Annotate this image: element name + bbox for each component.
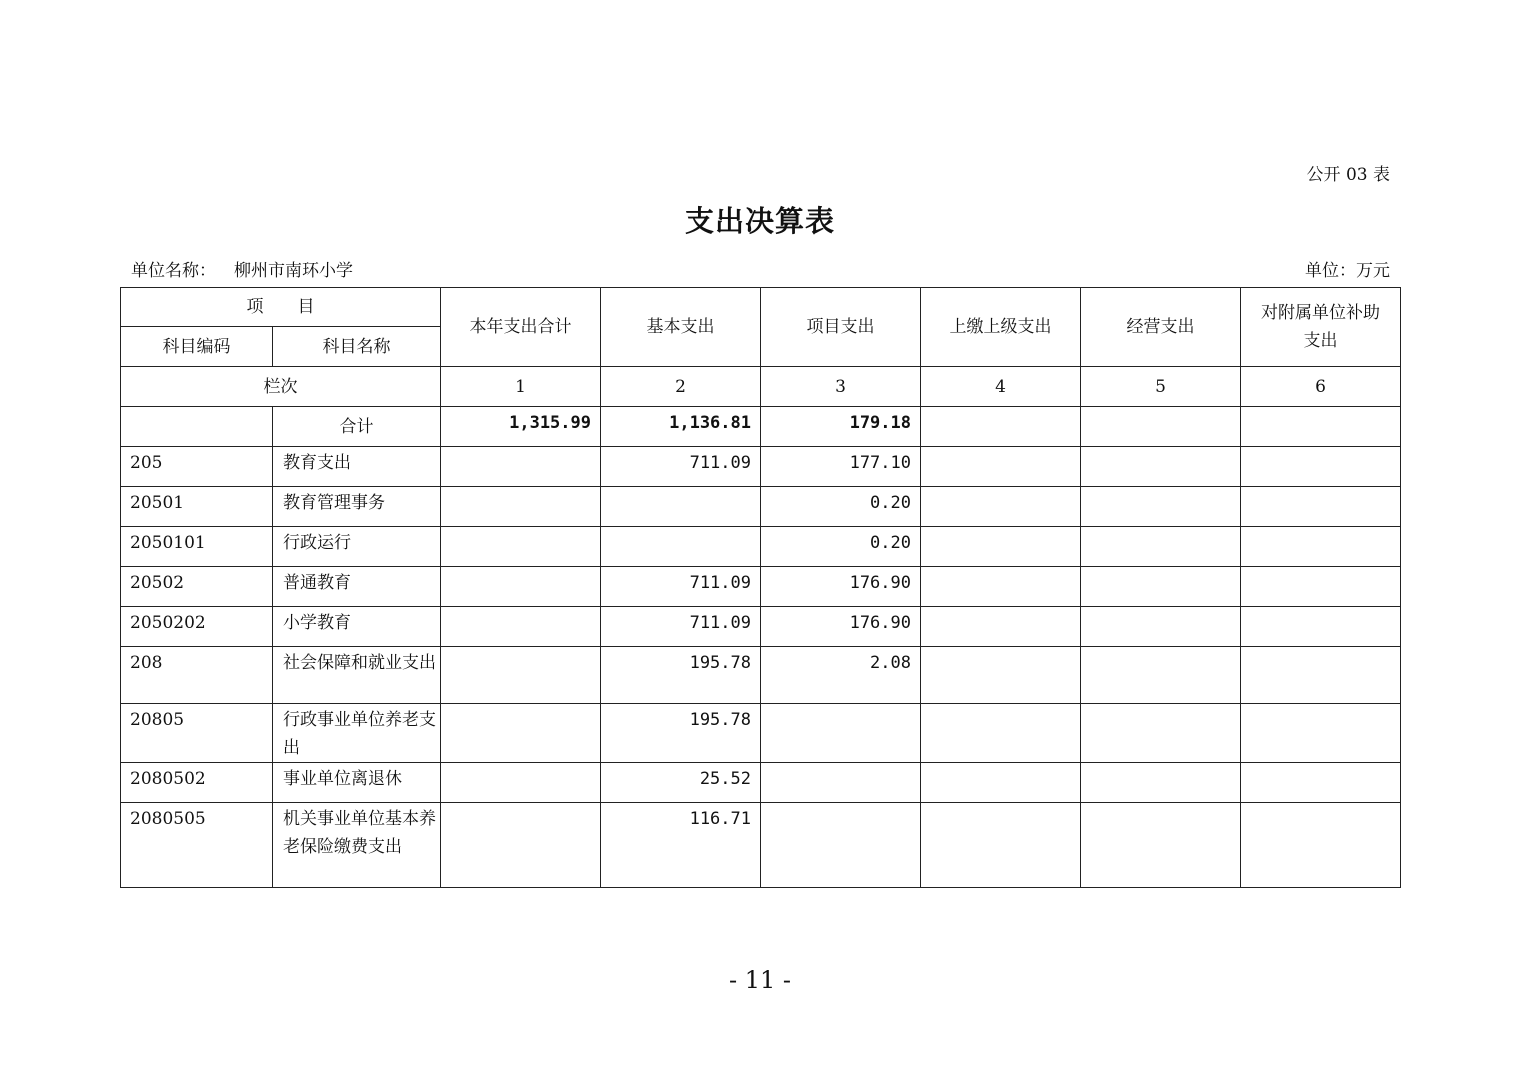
amount-subsidy [1241, 763, 1401, 803]
amount-business [1081, 607, 1241, 647]
amount-basic: 25.52 [601, 763, 761, 803]
subject-name: 教育管理事务 [273, 487, 441, 527]
amount-business [1081, 647, 1241, 704]
amount-project [761, 803, 921, 888]
amount-upper [921, 487, 1081, 527]
table-row [121, 447, 1401, 487]
amount-project: 176.90 [761, 567, 921, 607]
header-code: 科目编码 [121, 327, 273, 367]
amount-total [441, 567, 601, 607]
col-num-3: 3 [761, 367, 921, 407]
amount-project [761, 704, 921, 763]
amount-total [441, 487, 601, 527]
subject-code: 20501 [121, 487, 273, 527]
amount-basic: 116.71 [601, 803, 761, 888]
table-row [121, 567, 1401, 607]
total-subsidy [1241, 407, 1401, 447]
amount-total [441, 447, 601, 487]
amount-upper [921, 607, 1081, 647]
subject-code: 2050101 [121, 527, 273, 567]
unit-name-line [131, 256, 353, 281]
amount-business [1081, 447, 1241, 487]
subject-name: 行政运行 [273, 527, 441, 567]
amount-upper [921, 763, 1081, 803]
amount-business [1081, 567, 1241, 607]
amount-subsidy [1241, 607, 1401, 647]
subject-code: 2080505 [121, 803, 273, 888]
total-business [1081, 407, 1241, 447]
subject-code: 2080502 [121, 763, 273, 803]
header-business: 经营支出 [1081, 288, 1241, 367]
total-total: 1,315.99 [441, 407, 601, 447]
header-total: 本年支出合计 [441, 288, 601, 367]
total-code-cell [121, 407, 273, 447]
table-row [121, 803, 1401, 888]
amount-subsidy [1241, 567, 1401, 607]
amount-business [1081, 803, 1241, 888]
amount-total [441, 763, 601, 803]
header-basic: 基本支出 [601, 288, 761, 367]
total-upper [921, 407, 1081, 447]
subject-name: 小学教育 [273, 607, 441, 647]
amount-project: 2.08 [761, 647, 921, 704]
amount-total [441, 704, 601, 763]
amount-project: 0.20 [761, 527, 921, 567]
form-number: 公开 03 表 [1306, 165, 1390, 185]
table-row [121, 647, 1401, 704]
amount-business [1081, 763, 1241, 803]
header-name: 科目名称 [273, 327, 441, 367]
amount-upper [921, 803, 1081, 888]
col-num-6: 6 [1241, 367, 1401, 407]
amount-total [441, 607, 601, 647]
total-basic: 1,136.81 [601, 407, 761, 447]
amount-subsidy [1241, 447, 1401, 487]
subject-name: 事业单位离退休 [273, 763, 441, 803]
amount-project: 176.90 [761, 607, 921, 647]
expenditure-table [120, 287, 1401, 888]
unit-name-label: 单位名称： [131, 261, 216, 281]
amount-project: 177.10 [761, 447, 921, 487]
subject-code: 208 [121, 647, 273, 704]
amount-upper [921, 567, 1081, 607]
subject-name: 教育支出 [273, 447, 441, 487]
amount-business [1081, 704, 1241, 763]
total-project: 179.18 [761, 407, 921, 447]
amount-subsidy [1241, 647, 1401, 704]
header-upper: 上缴上级支出 [921, 288, 1081, 367]
header-column-label: 栏次 [121, 367, 441, 407]
page-title: 支出决算表 [684, 204, 835, 238]
subject-name: 普通教育 [273, 567, 441, 607]
amount-project: 0.20 [761, 487, 921, 527]
amount-upper [921, 447, 1081, 487]
subject-name: 机关事业单位基本养老保险缴费支出 [273, 803, 441, 888]
amount-total [441, 803, 601, 888]
amount-total [441, 647, 601, 704]
amount-subsidy [1241, 704, 1401, 763]
table-row [121, 763, 1401, 803]
subject-name: 行政事业单位养老支出 [273, 704, 441, 763]
subject-code: 20502 [121, 567, 273, 607]
amount-business [1081, 527, 1241, 567]
amount-business [1081, 487, 1241, 527]
subject-code: 20805 [121, 704, 273, 763]
col-num-5: 5 [1081, 367, 1241, 407]
page-number: - 11 - [728, 966, 791, 994]
table-row [121, 487, 1401, 527]
table-row [121, 607, 1401, 647]
currency-unit: 单位：万元 [1305, 261, 1390, 281]
unit-name-value: 柳州市南环小学 [234, 261, 353, 281]
amount-basic: 711.09 [601, 447, 761, 487]
amount-basic [601, 527, 761, 567]
table-row [121, 704, 1401, 763]
header-subsidy-line2: 支出 [1303, 331, 1338, 351]
amount-subsidy [1241, 487, 1401, 527]
subject-code: 2050202 [121, 607, 273, 647]
amount-project [761, 763, 921, 803]
amount-subsidy [1241, 527, 1401, 567]
amount-upper [921, 647, 1081, 704]
amount-upper [921, 527, 1081, 567]
col-num-2: 2 [601, 367, 761, 407]
header-project: 项目支出 [761, 288, 921, 367]
header-item: 项 目 [121, 288, 441, 327]
amount-basic: 711.09 [601, 567, 761, 607]
header-subsidy [1241, 288, 1401, 367]
amount-basic [601, 487, 761, 527]
col-num-4: 4 [921, 367, 1081, 407]
table-row [121, 527, 1401, 567]
amount-total [441, 527, 601, 567]
total-row [121, 407, 1401, 447]
col-num-1: 1 [441, 367, 601, 407]
header-subsidy-line1: 对附属单位补助 [1261, 303, 1380, 323]
subject-name: 社会保障和就业支出 [273, 647, 441, 704]
amount-basic: 195.78 [601, 647, 761, 704]
amount-basic: 195.78 [601, 704, 761, 763]
amount-basic: 711.09 [601, 607, 761, 647]
amount-upper [921, 704, 1081, 763]
total-label: 合计 [273, 407, 441, 447]
subject-code: 205 [121, 447, 273, 487]
amount-subsidy [1241, 803, 1401, 888]
